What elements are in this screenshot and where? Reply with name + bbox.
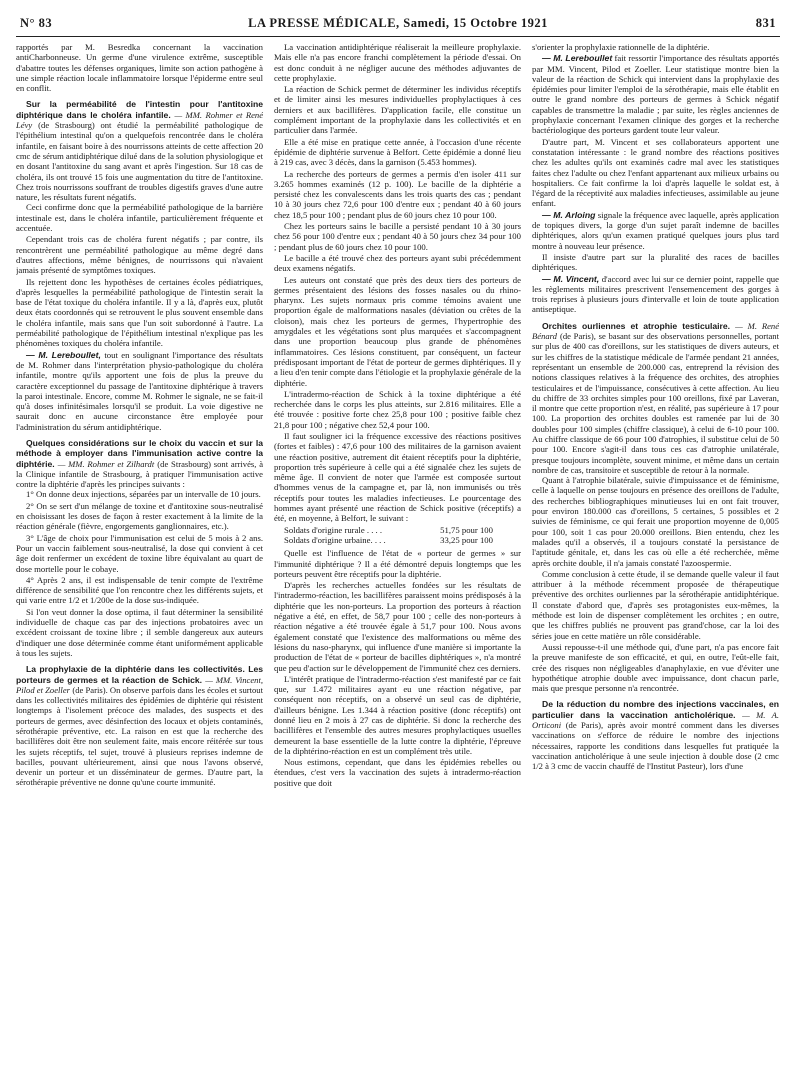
stat-row-rural — [274, 525, 521, 535]
section-body: (de Strasbourg) ont étudié la perméabilité pathologique de l'épithélium intestinal qu'on a quelquefois rencontrée dans le choléra infantile, en faisant boire à des nourrissons atteints de cette affection 20 cmc de sérum antidiphtérique dilué dans de la solution physiologique et en dosant l'antitoxine du sang avant et après l'ingestion. Sur 18 cas de choléra, ils ont trouvé 15 fois une augmentation du titre de l'antitoxine. Chez trois nourrissons souffrant de troubles digestifs graves d'une autre nature, les résultats furent négatifs. — [16, 120, 263, 203]
column-3 — [532, 42, 779, 1072]
list-item: 1° On donne deux injections, séparées par un intervalle de 10 jours. — [26, 489, 261, 500]
paragraph: L'intérêt pratique de l'intradermo-réaction s'est manifesté par ce fait que, sur 1.472 militaires ayant eu une réaction négative, par conséquent non réceptifs, on a observé un seul cas de diphtérie, d'ailleurs bénigne. Les 1.344 à réaction positive (donc réceptifs) ont donné lieu en 2 mois à 27 cas de diphtérie. Si donc la recherche des bacillifères et l'ensemble des autres mesures prophylactiques usuelles demeurent la base essentielle de la lutte contre la diphtérie, l'épreuve de la diphtérino-réaction en est un complément très utile. — [274, 673, 521, 756]
list-item: 2° On se sert d'un mélange de toxine et d'antitoxine sous-neutralisé en choisissant les doses de façon à rester exactement à la limite de la réaction générale (fièvre, engorgements ganglionnaires, etc.). — [16, 500, 263, 532]
section-heading — [16, 99, 263, 202]
paragraph: Si l'on veut donner la dose optima, il faut déterminer la sensibilité individuelle de chaque cas par des injections probatoires avec un excédent croissant de toxine libre ; il semble dangereux aux auteurs d'indiquer une dose déterminée comme étant uniformément applicable à tous les sujets. — [16, 606, 263, 658]
speaker: — M. Vincent, — [542, 273, 600, 284]
section-heading — [16, 438, 263, 489]
section-authors: — MM. Rohmer et René Lévy — [16, 109, 263, 131]
section-title: La prophylaxie de la diphtérie dans les collectivités. Les porteurs de germes et la réaction de Schick. — [16, 664, 263, 685]
paragraph: La vaccination antidiphtérique réaliserait la meilleure prophylaxie. Mais elle n'a pas encore franchi complètement la période d'essai. On est donc conduit à ne négliger aucune des méthodes adjuvantes de cette prophylaxie. — [274, 42, 521, 83]
section-heading — [532, 321, 779, 475]
column-2 — [274, 42, 521, 1072]
section-body: (de Strasbourg) sont arrivés, à la Clinique infantile de Strasbourg, à pratiquer l'immunisation active contre la diphtérie d'après les principes suivants : — [16, 458, 263, 490]
paragraph — [532, 53, 779, 135]
section-authors: — M. A. Orticoni — [532, 709, 779, 730]
paragraph: Cependant trois cas de choléra furent négatifs ; par contre, ils rencontrèrent une perméabilité pathologique au même degré dans d'autres affections, même bénignes, de nourrissons qui n'avaient jamais présenté de symptômes toxiques. — [16, 234, 263, 276]
paragraph: Elle a été mise en pratique cette année, à l'occasion d'une récente épidémie de diphtérie survenue à Belfort. Cette épidémie a donné lieu à 219 cas, avec 3 décès, dans la garnison (5.453 hommes). — [274, 136, 521, 168]
paragraph: Ils rejettent donc les hypothèses de certaines écoles pédiatriques, d'après lesquelles la perméabilité pathologique de l'intestin serait la base de l'état toxique du choléra infantile. Il y a là, d'après eux, plutôt deux états coordonnés qui se retrouvent le plus souvent ensemble dans le choléra infantile, mais sans que l'un soit subordonné à l'autre. La perméabilité pathologique de l'épithélium intestinal n'explique pas les phénomènes toxiques du choléra infantile. — [16, 276, 263, 349]
section-body: (de Paris). On observe parfois dans les écoles et surtout dans les collectivités militaires des épidémies de diphtérie qui résistent longtemps à l'isolement précoce des malades, des suspects et des porteurs de germes, avec désinfection des locaux et objets contaminés, sérothérapie préventive, etc. La raison en est que la recherche des bacillifères doit être non seulement faite, mais encore réitérée sur tous les sujets réceptifs, tel sujet, trouvé à plusieurs reprises indemne de bacilles, pouvant ultérieurement, ainsi que nous l'avons observé, devenir un porteur et un disséminateur de germes. D'autre part, la sérothérapie préventive ne donne qu'une courte immunité. — [16, 684, 263, 788]
paragraph: Ceci confirme donc que la perméabilité pathologique de la barrière intestinale est, dans le choléra infantile, particulièrement fréquente et accentuée. — [16, 202, 263, 234]
list-item: 4° Après 2 ans, il est indispensable de tenir compte de l'extrême différence de sensibilité que l'on rencontre chez les différents sujets, et qui varie entre 1/2 et 1/200e de la dose sus-indiquée. — [16, 574, 263, 606]
issue-number: N° 83 — [20, 16, 53, 30]
paragraph-text: d'accord avec lui sur ce dernier point, rappelle que les règlements militaires prescrivent l'ensemencement des gorges à trois reprises à plusieurs jours d'intervalle et loin de toute application antiseptique. — [532, 273, 779, 315]
newspaper-page — [16, 14, 780, 1074]
speaker: — M. Lereboullet — [542, 53, 613, 64]
paragraph: s'orienter la prophylaxie rationnelle de la diphtérie. — [532, 42, 710, 52]
paragraph: La réaction de Schick permet de déterminer les individus réceptifs et de limiter ainsi les mesures individuelles prophylactiques à ces derniers et aux bacillifères. D'application facile, elle constitue un complément important de la prophylaxie dans les collectivités et en particulier dans l'armée. — [274, 84, 521, 136]
section-title: Sur la perméabilité de l'intestin pour l'antitoxine diphtérique dans le choléra infantile. — [16, 99, 263, 120]
paragraph-text: fait ressortir l'importance des résultats apportés par MM. Vincent, Pilod et Zoeller. Leur statistique montre bien la valeur de la réaction de Schick qui intervient dans la prophylaxie des épidémies pour limiter l'emploi de la sérothérapie, mais elle établit en outre le grand nombre des porteurs de germes à Schick négatif capables de transmettre la maladie ; par suite, les règles anciennes de prophylaxie concernant l'examen clinique des gorges et la recherche bactériologique des porteurs gardent toute leur valeur. — [532, 53, 779, 136]
paragraph: Le bacille a été trouvé chez des porteurs ayant subi précédemment deux examens négatifs. — [274, 252, 521, 274]
paragraph: L'intradermo-réaction de Schick à la toxine diphtérique a été recherchée dans le corps les plus atteints, sur 2.816 militaires. Elle a été trouvée : positive forte chez 25,8 pour 100 ; positive faible chez 21,8 pour 100 ; négative chez 52,4 pour 100. — [274, 388, 521, 430]
stat-row-urban — [274, 535, 521, 545]
section-authors: — M. René Bénard — [532, 320, 779, 342]
paragraph: Il insiste d'autre part sur la pluralité des races de bacilles diphtériques. — [532, 251, 779, 273]
paragraph: Nous estimons, cependant, que dans les épidémies rebelles ou étendues, c'est vers la vaccination des sujets à intradermo-réaction positive que doit — [274, 757, 521, 788]
paragraph: D'autre part, M. Vincent et ses collaborateurs apportent une constatation intéressante : le grand nombre des réactions positives chez les adultes qu'ils ont examinés cadre mal avec les statistiques faites chez l'adulte ou chez l'enfant appartenant aux milieux urbains ou hospitaliers. Ce fait confirme la loi d'après laquelle le soldat est, à l'égard de la réceptivité aux maladies infectieuses, assimilable au jeune enfant. — [532, 136, 779, 209]
stat-label: Soldats d'origine rurale . . . . — [284, 524, 383, 535]
section-title: De la réduction du nombre des injections vaccinales, en particulier dans la vaccination anticholérique. — [532, 699, 779, 720]
paragraph: La recherche des porteurs de germes a permis d'en isoler 411 sur 3.265 hommes examinés (12 p. 100). Le bacille de la diphtérie a persisté chez les convalescents dans les trois quarts des cas ; pendant 10 à 30 jours chez 72,6 pour 100 d'entre eux ; pendant 40 à 60 jours chez 18,5 pour 100 ; pendant plus de 60 jours chez 10 pour 100. — [274, 168, 521, 220]
paragraph-text: tout en soulignant l'importance des résultats de M. Rohmer dans l'interprétation physio-pathologique du choléra infantile, montre qu'ils apportent une fois de plus la preuve du caractère exceptionnel du passage de l'antitoxine diphtérique à travers la paroi intestinale. Encore, comme M. Rohmer le signale, ne se fait-il qu'à doses infinitésimales lorsqu'il se produit. La voie digestive ne saurait donc en aucune circonstance être employée pour l'administration du sérum antidiphtérique. — [16, 349, 263, 432]
section-title: Orchites ourliennes et atrophie testiculaire. — [542, 320, 731, 331]
section-heading — [16, 664, 263, 788]
section-body: (de Paris), après avoir montré comment dans les diverses vaccinations on s'efforce de réduire le nombre des injections nécessaires, rapporte les conditions dans lesquelles fut pratiquée la vaccination anticholérique à une seule injection à double dose (2 cmc 1/2 à 3 cmc de vaccin chauffé de l'Institut Pasteur), lors d'une — [532, 720, 779, 772]
section-body: (de Paris), se basant sur des observations personnelles, portant sur plus de 400 cas d'oreillons, sur les statistiques de divers auteurs, et sur les chiffres de la statistique médicale de l'armée pendant 21 années, représentant un ensemble de 200.000 cas, entreprend la révision des notions classiques relatives à la fréquence des orchites, des atrophies testiculaires et de l'impuissance, consécutives à cette affection. Au lieu du chiffre de 33 orchites simples pour 100 oreillons, fixé par Laveran, il montre que cette proportion n'est, en réalité, pas supérieure à 17 pour 100. La proportion des orchites doubles est ramenée par lui de 30 doubles pour 100 simples (chiffre classique), à celui de 6-10 pour 100. Au chiffre classique de 66 pour 100 d'atrophies, il substitue celui de 50 pour 100. Encore s'agit-il dans tous ces cas d'atrophie unilatérale, presque toujours incomplète, souvent minime, et même dans un certain nombre de cas, transitoire et susceptible de retour à la normale. — [532, 331, 779, 475]
stat-value: 51,75 pour 100 — [440, 524, 493, 535]
paragraph — [16, 350, 263, 432]
paragraph: Chez les porteurs sains le bacille a persisté pendant 10 à 30 jours chez 56 pour 100 d'entre eux ; pendant 40 à 50 jours chez 34 pour 100 ; pendant plus de 60 jours chez 10 pour 100. — [274, 221, 521, 252]
stat-label: Soldats d'origine urbaine. . . . — [284, 534, 386, 545]
journal-title: LA PRESSE MÉDICALE, Samedi, 15 Octobre 1921 — [248, 16, 548, 30]
paragraph: Aussi repousse-t-il une méthode qui, d'une part, n'a pas encore fait la preuve manifeste de son efficacité, et qui, en outre, l'eût-elle fait, crée des risques non négligeables d'anaphylaxie, en vue d'éviter une hypothétique atrophie double avec impuissance, dont chacun parle, mais que presque personne n'a rencontrée. — [532, 641, 779, 694]
paragraph — [532, 210, 779, 251]
paragraph: Quant à l'atrophie bilatérale, suivie d'impuissance et de féminisme, celle à laquelle on pense toujours en présence des oreillons de l'adulte, des recherches bibliographiques minutieuses lui en ont fait trouver, pour environ 180.000 cas d'oreillons, 5 certaines, 5 possibles et 2 suivies de féminisme, ce qui ferait une proportion moyenne de 0,005 pour 100, soit 1 cas pour 20.000 oreillons. Bien entendu, chez les malades qu'il a observés, il a toujours constaté la persistance de l'aptitude génitale, et, dans les cas où elle a été recherchée, même après orchite double, il n'a jamais constaté l'azoospermie. — [532, 475, 779, 568]
column-1 — [16, 42, 263, 1072]
paragraph: D'après les recherches actuelles fondées sur les résultats de l'intradermo-réaction, les bacillifères paraissent moins prédisposés à la diphtérie que les non-porteurs. La proportion des porteurs à réaction négative a été, en effet, de 58,7 pour 100 ; celle des non-porteurs à réaction négative a été trouvée égale à 51,7 pour 100. Nous avons également constaté que l'existence des malformations ou même des lésions du naso-pharynx, qui influence d'une manière si importante la production de l'état de « porteur de bacilles diphtériques », n'a montré que peu d'action sur le développement de l'immunité chez ces derniers. — [274, 580, 521, 673]
paragraph: rapportés par M. Besredka concernant la vaccination antiCharbonneuse. Un germe d'une virulence extrême, susceptible d'abattre toutes les défenses organiques, limite son action pathogène à une simple réaction locale inflammatoire lorsque l'épiderme entre seul en conflit. — [16, 42, 263, 94]
paragraph: Quelle est l'influence de l'état de « porteur de germes » sur l'immunité diphtérique ? Il a été démontré depuis longtemps que les porteurs peuvent être réceptifs pour la diphtérie. — [274, 548, 521, 579]
stat-value: 33,25 pour 100 — [440, 534, 493, 545]
section-heading — [532, 699, 779, 771]
article-columns — [16, 42, 780, 1072]
paragraph-text: signale la fréquence avec laquelle, après application de topiques divers, la gorge d'un sujet paraît indemne de bacilles diphtériques, alors qu'un examen pratiqué quelques jours plus tard montre à nouveau leur présence. — [532, 209, 779, 251]
section-authors: — MM. Vincent, Pilod et Zoeller — [16, 674, 263, 695]
paragraph: Comme conclusion à cette étude, il se demande quelle valeur il faut attribuer à la méthode récemment proposée de thérapeutique préventive des orchites ourliennes par la sérothérapie antidiphtérique. Il constate d'abord que, d'après ses protagonistes eux-mêmes, la méthode est loin de dispenser complètement les orchites ; en outre, que les chiffres publiés ne prouvent pas grand'chose, car la loi des séries joue en cette matière un rôle considérable. — [532, 568, 779, 641]
paragraph — [532, 274, 779, 315]
page-number: 831 — [755, 16, 776, 30]
speaker: — M. Arloing — [542, 209, 596, 220]
speaker: — M. Lereboullet, — [26, 349, 101, 360]
section-title: Quelques considérations sur le choix du vaccin et sur la méthode à employer dans l'immunisation active contre la diphtérie. — [16, 437, 263, 469]
paragraph: Il faut souligner ici la fréquence excessive des réactions positives (fortes et faibles) : 47,6 pour 100 des militaires de la garnison avaient une réaction positive, autrement dit étaient réceptifs pour la diphtérie, proportion très supérieure à celle qui a été signalée chez les sujets de même âge. Il convient de noter que l'armée est composée surtout d'hommes venus de la campagne et, par là, non immunisés ou très réceptifs pour toutes les maladies infectieuses. Le pourcentage des hommes ayant présenté une réaction de Schick positive (réceptifs) a été, en moyenne, à Belfort, le suivant : — [274, 430, 521, 524]
list-item: 3° L'âge de choix pour l'immunisation est celui de 5 mois à 2 ans. Pour un vaccin faiblement sous-neutralisé, la dose qui convient à cet âge doit renfermer un excédent de toxine libre équivalant au quart de dose mortelle pour le cobaye. — [16, 532, 263, 574]
paragraph: Les auteurs ont constaté que près des deux tiers des porteurs de germes présentaient des lésions des fosses nasales ou du rhino-pharynx. Les sujets normaux pris comme témoins avaient une proportion égale de malformations nasales (déviation ou crêtes de la cloison), mais chez les porteurs de germes, l'hypertrophie des amygdales et les végétations sont plus marquées et s'accompagnent dans une proportion beaucoup plus grande de phénomènes inflammatoires. Ces lésions constituent, par conséquent, un facteur prédisposant important de l'état de porteur de germes diphtériques. Il y a lieu d'en tenir compte dans l'étiologie et la prophylaxie générale de la diphtérie. — [274, 274, 521, 388]
section-authors: — MM. Rohmer et Zilhardt — [57, 458, 155, 469]
page-header — [16, 14, 780, 37]
